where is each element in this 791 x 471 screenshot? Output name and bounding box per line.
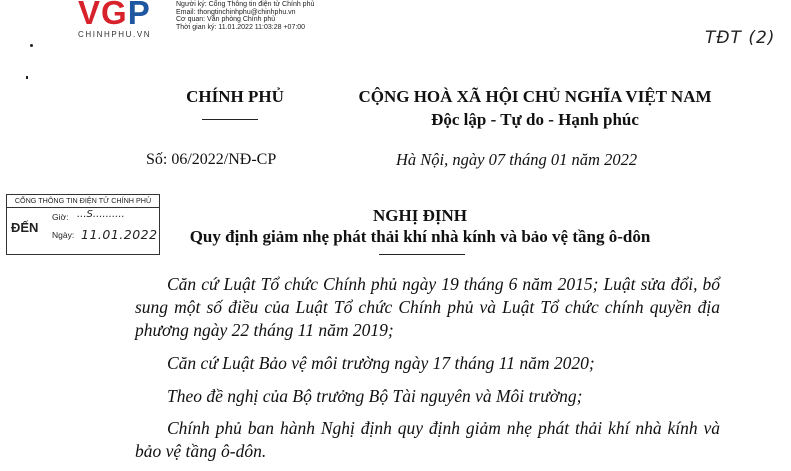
stamp-time-label: Giờ: [52, 212, 69, 222]
place-date: Hà Nội, ngày 07 tháng 01 năm 2022 [396, 150, 638, 169]
scan-mark [26, 76, 28, 79]
handwritten-note: TĐT (2) [705, 28, 776, 48]
preamble-paragraph: Theo đề nghị của Bộ trưởng Bộ Tài nguyên và Môi trường; [167, 386, 583, 406]
stamp-time-value: ...S.......... [77, 209, 125, 220]
signer-line: Người ký: Cổng Thông tin điện tử Chính phủ [176, 1, 315, 8]
signer-agency: Cơ quan: Văn phòng Chính phủ [176, 16, 276, 24]
stamp-heading: CỔNG THÔNG TIN ĐIỆN TỬ CHÍNH PHỦ [7, 195, 159, 208]
logo-wordmark [78, 0, 151, 30]
national-motto: Độc lập - Tự do - Hạnh phúc [431, 110, 639, 129]
preamble-paragraph [135, 273, 720, 342]
preamble-text: Căn cứ Luật Tổ chức Chính phủ ngày 19 tháng 6 năm 2015; Luật sửa đổi, bổ sung một số điều của Luật Tổ chức Chính phủ và Luật Tổ chức chính quyền địa phương ngày 22 tháng 11 năm 2019; [135, 274, 720, 340]
document-type: NGHỊ ĐỊNH [373, 206, 467, 225]
stamp-den: ĐẾN [11, 220, 39, 235]
received-stamp [6, 194, 160, 255]
digital-signature-info [176, 1, 314, 31]
vgp-logo [78, 0, 168, 42]
preamble-paragraph: Chính phủ ban hành Nghị định quy định giảm nhẹ phát thải khí nhà kính và bảo vệ tầng ô-dôn. [135, 418, 720, 461]
issuing-agency: CHÍNH PHỦ [186, 87, 284, 106]
agency-underline [202, 119, 258, 120]
signer-time: Thời gian ký: 11.01.2022 11:03:28 +07:00 [176, 23, 306, 31]
stamp-date-label: Ngày: [52, 230, 75, 240]
document-subject: Quy định giảm nhẹ phát thải khí nhà kính và bảo vệ tầng ô-dôn [189, 227, 651, 246]
document-number: Số: 06/2022/NĐ-CP [146, 151, 277, 168]
preamble-paragraph: Căn cứ Luật Bảo vệ môi trường ngày 17 tháng 11 năm 2020; [167, 353, 595, 373]
logo-subtitle: CHINHPHU.VN [78, 30, 152, 39]
national-title: CỘNG HOÀ XÃ HỘI CHỦ NGHĨA VIỆT NAM [358, 87, 712, 106]
scan-mark [30, 44, 33, 47]
signer-email: Email: thongtinchinhphu@chinhphu.vn [176, 8, 296, 16]
logo-letter-p: P [127, 0, 151, 31]
logo-letter-v: V [78, 0, 102, 31]
stamp-date-value: 11.01.2022 [81, 227, 158, 242]
title-underline [379, 254, 465, 255]
logo-letter-g: G [101, 0, 128, 31]
